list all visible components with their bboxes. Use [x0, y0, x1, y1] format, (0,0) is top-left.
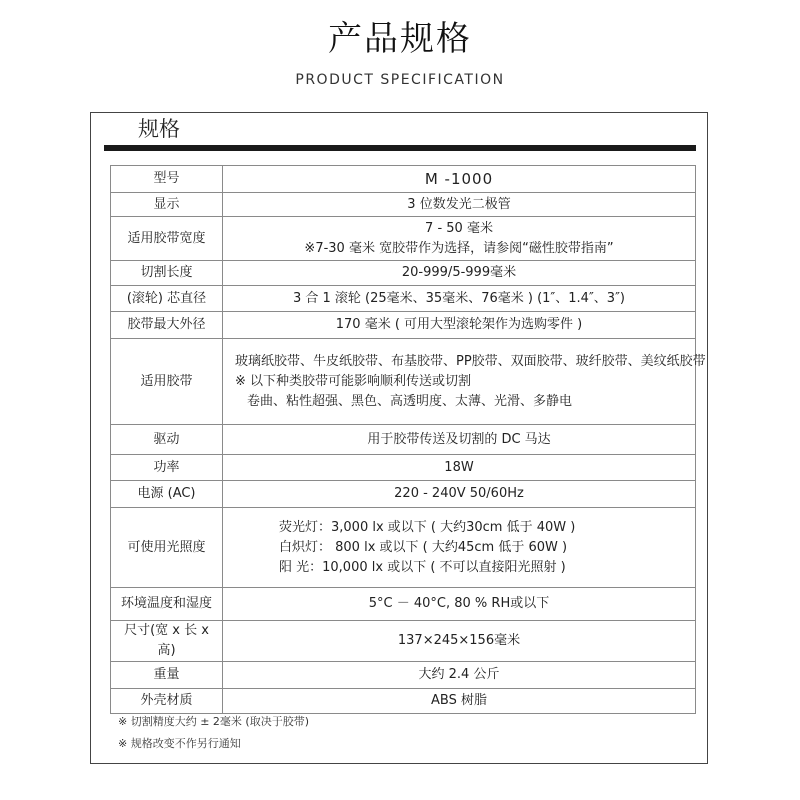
spec-label: 外壳材质	[111, 689, 223, 714]
spec-table	[110, 165, 706, 714]
spec-label: 功率	[111, 455, 223, 481]
spec-label: 适用胶带宽度	[111, 217, 223, 261]
spec-row-dimensions	[111, 621, 696, 662]
spec-value-line: 白炽灯： 800 lx 或以下 ( 大约45cm 低于 60W )	[279, 539, 568, 555]
spec-value: 大约 2.4 公斤	[223, 662, 696, 689]
spec-heading: 规格	[138, 117, 180, 141]
spec-label: 型号	[111, 166, 223, 193]
spec-value: M -1000	[223, 166, 696, 193]
spec-row-drive	[111, 425, 696, 455]
spec-label: 尺寸(宽 x 长 x 高)	[111, 621, 223, 662]
spec-value-line: 荧光灯：3,000 lx 或以下 ( 大约30cm 低于 40W )	[279, 519, 576, 535]
spec-row-display	[111, 193, 696, 217]
spec-value-line: ※7-30 毫米 宽胶带作为选择，请参阅“磁性胶带指南”	[304, 240, 614, 256]
spec-value: 3 位数发光二极管	[223, 193, 696, 217]
spec-value	[223, 508, 696, 588]
spec-value: 137×245×156毫米	[223, 621, 696, 662]
spec-row-model	[111, 166, 696, 193]
spec-row-core-diameter	[111, 286, 696, 312]
spec-row-environment	[111, 588, 696, 621]
spec-value: ABS 树脂	[223, 689, 696, 714]
spec-label: 胶带最大外径	[111, 312, 223, 339]
spec-value-line: 玻璃纸胶带、牛皮纸胶带、布基胶带、PP胶带、双面胶带、玻纤胶带、美纹纸胶带	[235, 353, 706, 369]
spec-value: 5°C － 40°C, 80 % RH或以下	[223, 588, 696, 621]
spec-value	[223, 217, 696, 261]
spec-row-power-source	[111, 481, 696, 508]
spec-value: 18W	[223, 455, 696, 481]
spec-row-illuminance	[111, 508, 696, 588]
spec-label: 适用胶带	[111, 339, 223, 425]
spec-value-line: 卷曲、粘性超强、黑色、高透明度、太薄、光滑、多静电	[247, 393, 573, 409]
spec-value-line: ※ 以下种类胶带可能影响顺利传送或切割	[235, 373, 472, 389]
spec-value-line: 阳 光：10,000 lx 或以下 ( 不可以直接阳光照射 )	[279, 559, 566, 575]
footnote-cut-precision: ※ 切割精度大约 ± 2毫米 (取决于胶带)	[118, 715, 310, 728]
spec-value: 220 - 240V 50/60Hz	[223, 481, 696, 508]
spec-row-housing	[111, 689, 696, 714]
spec-row-weight	[111, 662, 696, 689]
spec-row-power	[111, 455, 696, 481]
page-subtitle: PRODUCT SPECIFICATION	[295, 72, 505, 88]
spec-value: 170 毫米 ( 可用大型滚轮架作为选购零件 )	[223, 312, 696, 339]
spec-label: 环境温度和湿度	[111, 588, 223, 621]
spec-row-max-outer-diameter	[111, 312, 696, 339]
spec-value: 3 合 1 滚轮 (25毫米、35毫米、76毫米 ) (1″、1.4″、3″)	[223, 286, 696, 312]
spec-value: 20-999/5-999毫米	[223, 261, 696, 286]
spec-value-line: 7 - 50 毫米	[425, 220, 493, 236]
footnote-spec-change: ※ 规格改变不作另行通知	[118, 737, 241, 750]
spec-value: 用于胶带传送及切割的 DC 马达	[223, 425, 696, 455]
spec-label: 重量	[111, 662, 223, 689]
spec-label: (滚轮) 芯直径	[111, 286, 223, 312]
spec-label: 切割长度	[111, 261, 223, 286]
spec-label: 可使用光照度	[111, 508, 223, 588]
spec-value	[223, 339, 706, 425]
spec-label: 电源 (AC)	[111, 481, 223, 508]
spec-row-cut-length	[111, 261, 696, 286]
page-title: 产品规格	[328, 19, 472, 59]
spec-label: 驱动	[111, 425, 223, 455]
spec-row-tape-width	[111, 217, 696, 261]
heading-divider	[104, 145, 696, 151]
spec-label: 显示	[111, 193, 223, 217]
spec-row-applicable-tapes	[111, 339, 696, 425]
